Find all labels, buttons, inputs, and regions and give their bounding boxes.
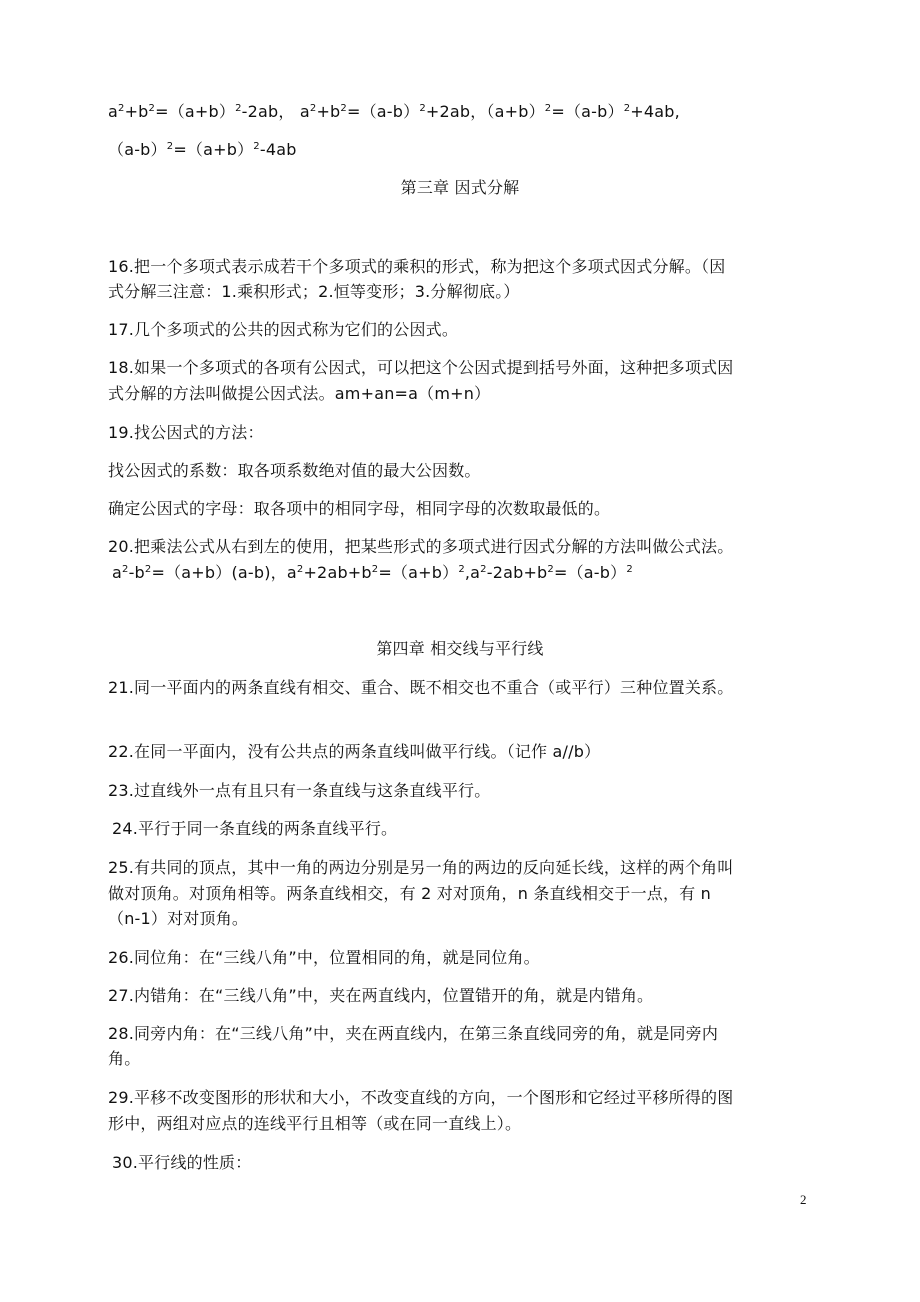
item-16-line-1: 16.把一个多项式表示成若干个多项式的乘积的形式，称为把这个多项式因式分解。（因	[108, 257, 726, 276]
item-17: 17.几个多项式的公共的因式称为它们的公因式。	[108, 320, 459, 339]
item-19: 19.找公因式的方法：	[108, 423, 264, 442]
item-19-letters: 确定公因式的字母：取各项中的相同字母，相同字母的次数取最低的。	[108, 499, 611, 518]
formula-line-1: $a^2+b^2=(a+b)^2-2ab$， $a^2+b^2=(a-b)^2+2ab$，$(a+b)^2=(a-b)^2+4ab$,	[108, 102, 680, 121]
item-25-line-1: 25.有共同的顶点，其中一角的两边分别是另一角的两边的反向延长线，这样的两个角叫	[108, 858, 734, 877]
item-16-line-2: 式分解三注意：1.乘积形式；2.恒等变形；3.分解彻底。）	[108, 282, 520, 301]
item-18-line-2: 式分解的方法叫做提公因式法。am+an=a（m+n）	[108, 384, 491, 403]
item-30: 30.平行线的性质：	[112, 1153, 252, 1172]
item-29-line-1: 29.平移不改变图形的形状和大小，不改变直线的方向，一个图形和它经过平移所得的图	[108, 1088, 734, 1107]
formula-line-2: $(a-b)^2=(a+b)^2-4ab$	[108, 140, 297, 159]
item-25-line-3: （n-1）对对顶角。	[108, 909, 249, 928]
item-24: 24.平行于同一条直线的两条直线平行。	[112, 819, 398, 838]
item-28-line-1: 28.同旁内角：在“三线八角”中，夹在两直线内，在第三条直线同旁的角，就是同旁内	[108, 1024, 719, 1043]
item-27: 27.内错角：在“三线八角”中，夹在两直线内，位置错开的角，就是内错角。	[108, 986, 654, 1005]
item-29-line-2: 形中，两组对应点的连线平行且相等（或在同一直线上）。	[108, 1114, 522, 1133]
item-28-line-2: 角。	[108, 1049, 141, 1068]
item-26: 26.同位角：在“三线八角”中，位置相同的角，就是同位角。	[108, 948, 540, 967]
item-19-coefficient: 找公因式的系数：取各项系数绝对值的最大公因数。	[108, 461, 481, 480]
chapter-4-title: 第四章 相交线与平行线	[376, 639, 544, 658]
item-20-formula: $a^2-b^2=(a+b)(a-b)$，$a^2+2ab+b^2=(a+b)^2,a^2-2ab+b^2=(a-b)^2$	[112, 563, 633, 582]
chapter-3-title: 第三章 因式分解	[400, 178, 520, 197]
item-23: 23.过直线外一点有且只有一条直线与这条直线平行。	[108, 781, 491, 800]
item-22: 22.在同一平面内，没有公共点的两条直线叫做平行线。（记作 a//b）	[108, 742, 601, 761]
item-21: 21.同一平面内的两条直线有相交、重合、既不相交也不重合（或平行）三种位置关系。	[108, 678, 734, 697]
page-number: 2	[800, 1192, 807, 1207]
item-20-line-1: 20.把乘法公式从右到左的使用，把某些形式的多项式进行因式分解的方法叫做公式法。	[108, 537, 734, 556]
item-18-line-1: 18.如果一个多项式的各项有公因式，可以把这个公因式提到括号外面，这种把多项式因	[108, 358, 734, 377]
item-25-line-2: 做对顶角。对顶角相等。两条直线相交，有 2 对对顶角，n 条直线相交于一点，有 n	[108, 884, 712, 903]
